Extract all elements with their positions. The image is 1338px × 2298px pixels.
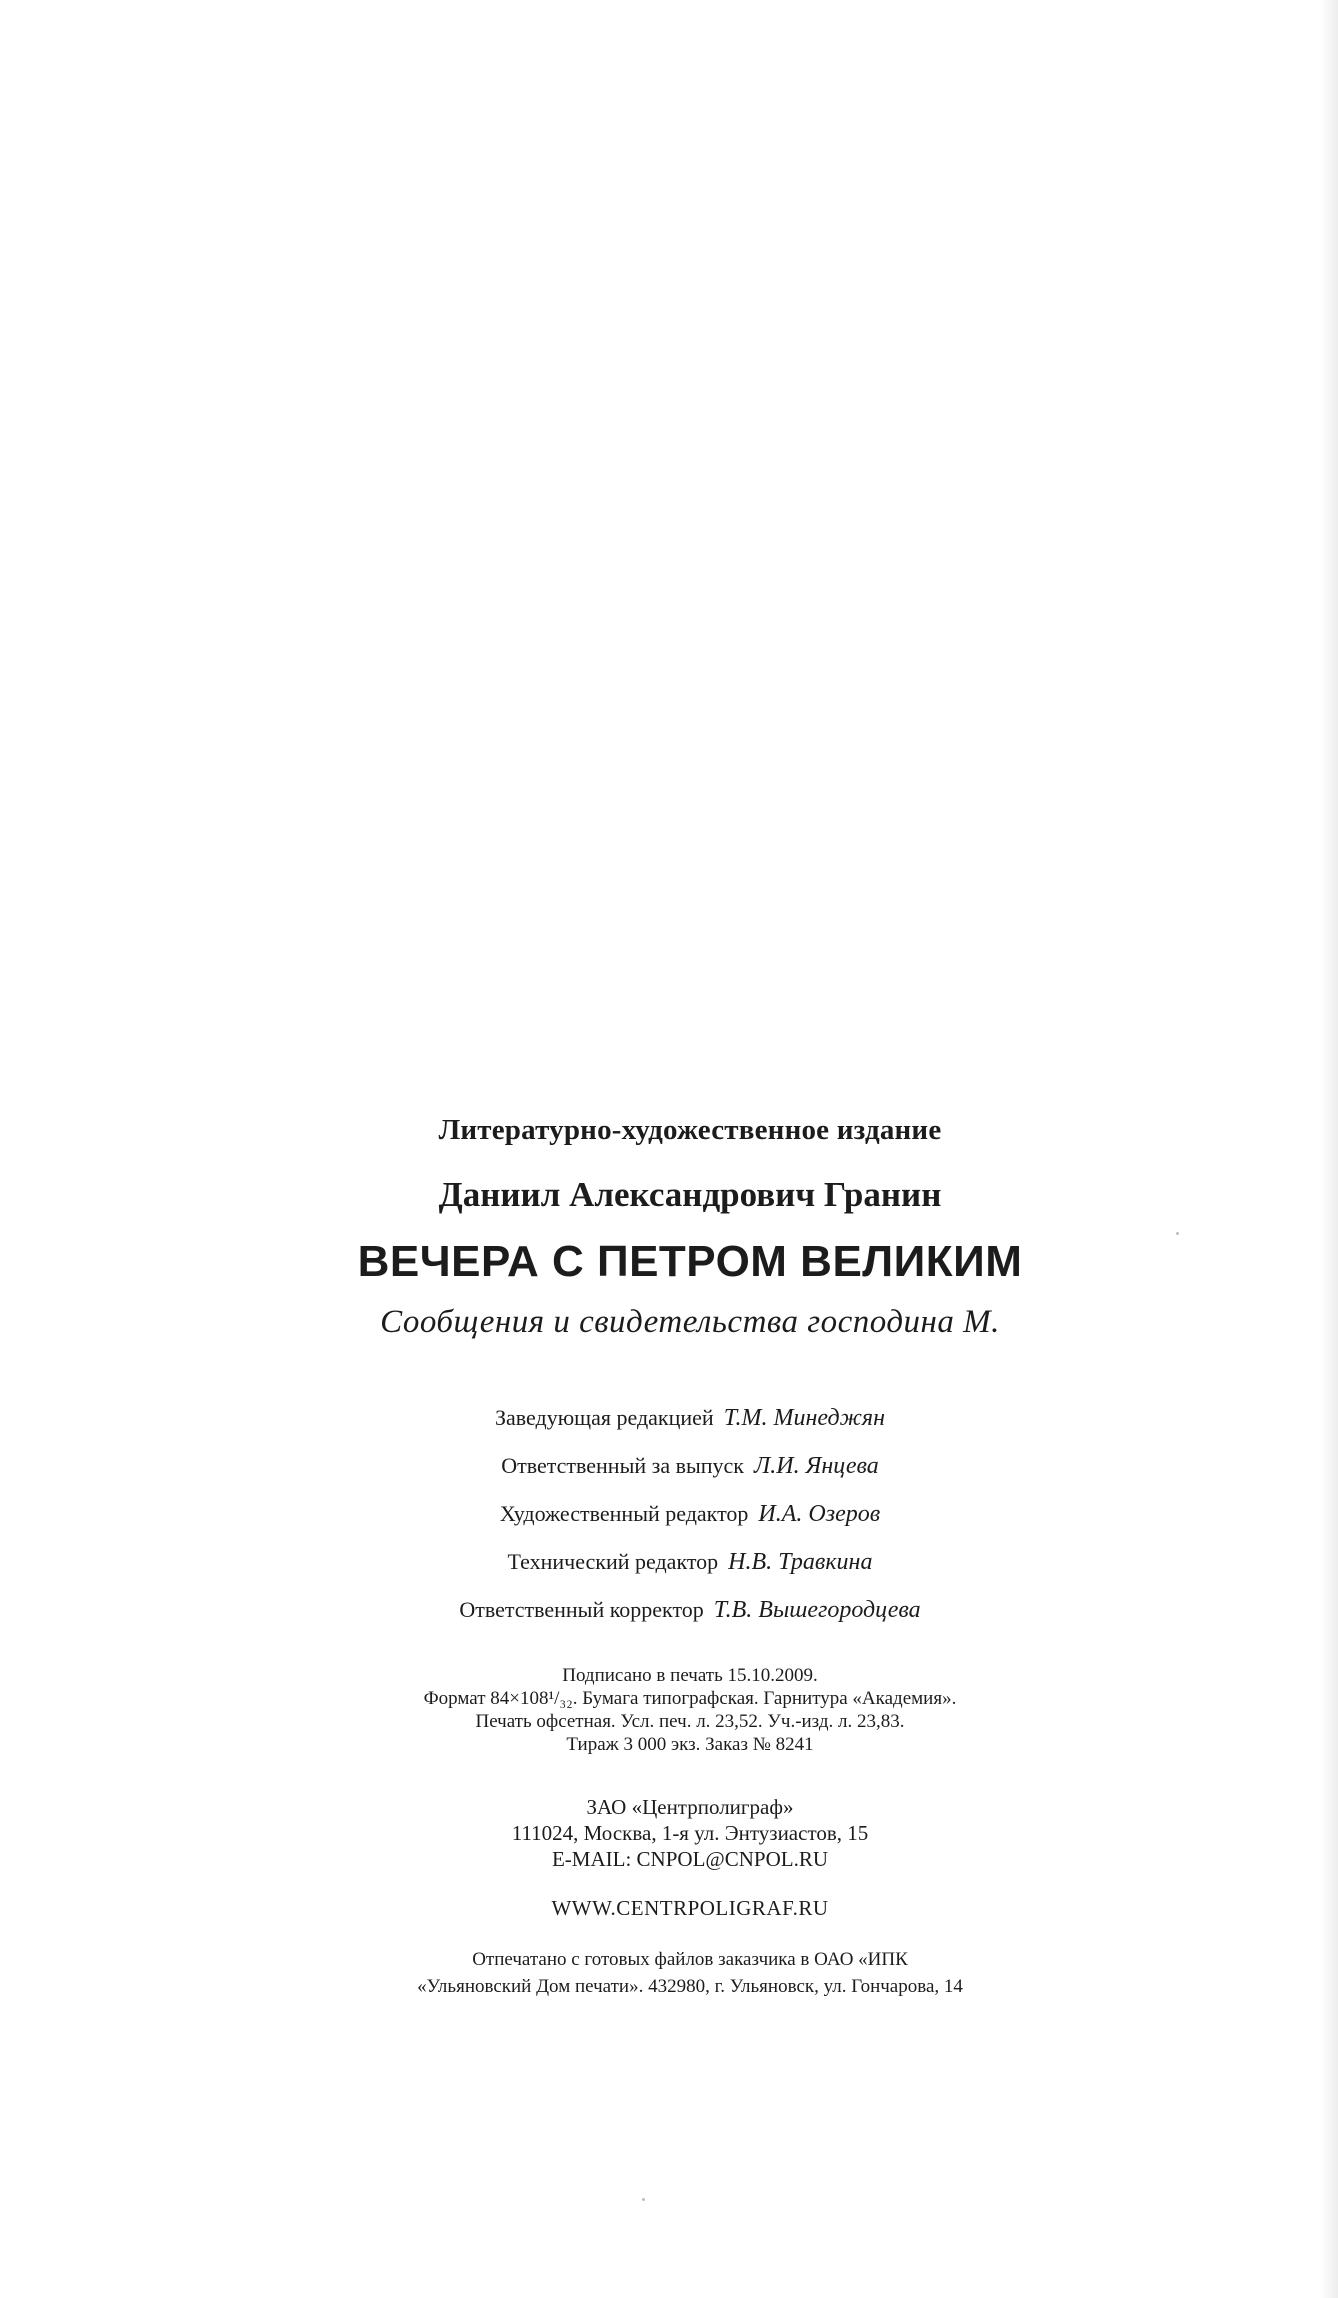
credit-name: Н.В. Травкина	[728, 1549, 873, 1575]
credit-row	[300, 1490, 1080, 1538]
credit-name: Л.И. Янцева	[753, 1453, 879, 1479]
credit-role: Художественный редактор	[499, 1501, 749, 1526]
page-edge-shadow	[1320, 0, 1338, 2298]
publisher-name: ЗАО «Центрполиграф»	[586, 1795, 794, 1819]
credits-list	[300, 1394, 1080, 1634]
credit-role: Ответственный за выпуск	[501, 1453, 744, 1478]
scan-speck	[642, 2198, 645, 2201]
print-format-line: Формат 84×108¹/₃₂. Бумага типографская. Гарнитура «Академия».	[423, 1688, 957, 1709]
credit-role: Заведующая редакцией	[495, 1405, 714, 1430]
credit-name: Т.В. Вышегородцева	[713, 1597, 921, 1623]
credit-row	[300, 1442, 1080, 1490]
printer-line: Отпечатано с готовых файлов заказчика в ОАО «ИПК	[472, 1949, 908, 1970]
author-name: Даниил Александрович Гранин	[438, 1175, 942, 1214]
publisher-address: 111024, Москва, 1-я ул. Энтузиастов, 15	[511, 1821, 869, 1845]
credit-row	[300, 1394, 1080, 1442]
printer-address-line: «Ульяновский Дом печати». 432980, г. Ульяновск, ул. Гончарова, 14	[417, 1976, 963, 1997]
print-run-line: Тираж 3 000 экз. Заказ № 8241	[566, 1734, 814, 1755]
book-title: ВЕЧЕРА С ПЕТРОМ ВЕЛИКИМ	[357, 1237, 1023, 1286]
credit-row	[300, 1586, 1080, 1634]
credit-role: Ответственный корректор	[459, 1597, 704, 1622]
credit-row	[300, 1538, 1080, 1586]
colophon-block	[300, 1110, 1080, 2000]
credit-name: И.А. Озеров	[758, 1501, 881, 1527]
print-sheets-line: Печать офсетная. Усл. печ. л. 23,52. Уч.-изд. л. 23,83.	[475, 1711, 905, 1732]
credit-role: Технический редактор	[507, 1549, 719, 1574]
book-subtitle: Сообщения и свидетельства господина М.	[380, 1304, 1000, 1340]
publisher-details	[300, 1794, 1080, 1872]
print-date-line: Подписано в печать 15.10.2009.	[562, 1665, 818, 1686]
publisher-website: WWW.CENTRPOLIGRAF.RU	[551, 1896, 829, 1920]
credit-name: Т.М. Минеджян	[723, 1405, 885, 1431]
print-details	[300, 1664, 1080, 1756]
publisher-email: E-MAIL: CNPOL@CNPOL.RU	[551, 1847, 828, 1871]
printer-details	[300, 1946, 1080, 2000]
series-label: Литературно-художественное издание	[438, 1114, 942, 1146]
scan-speck	[1176, 1232, 1179, 1235]
